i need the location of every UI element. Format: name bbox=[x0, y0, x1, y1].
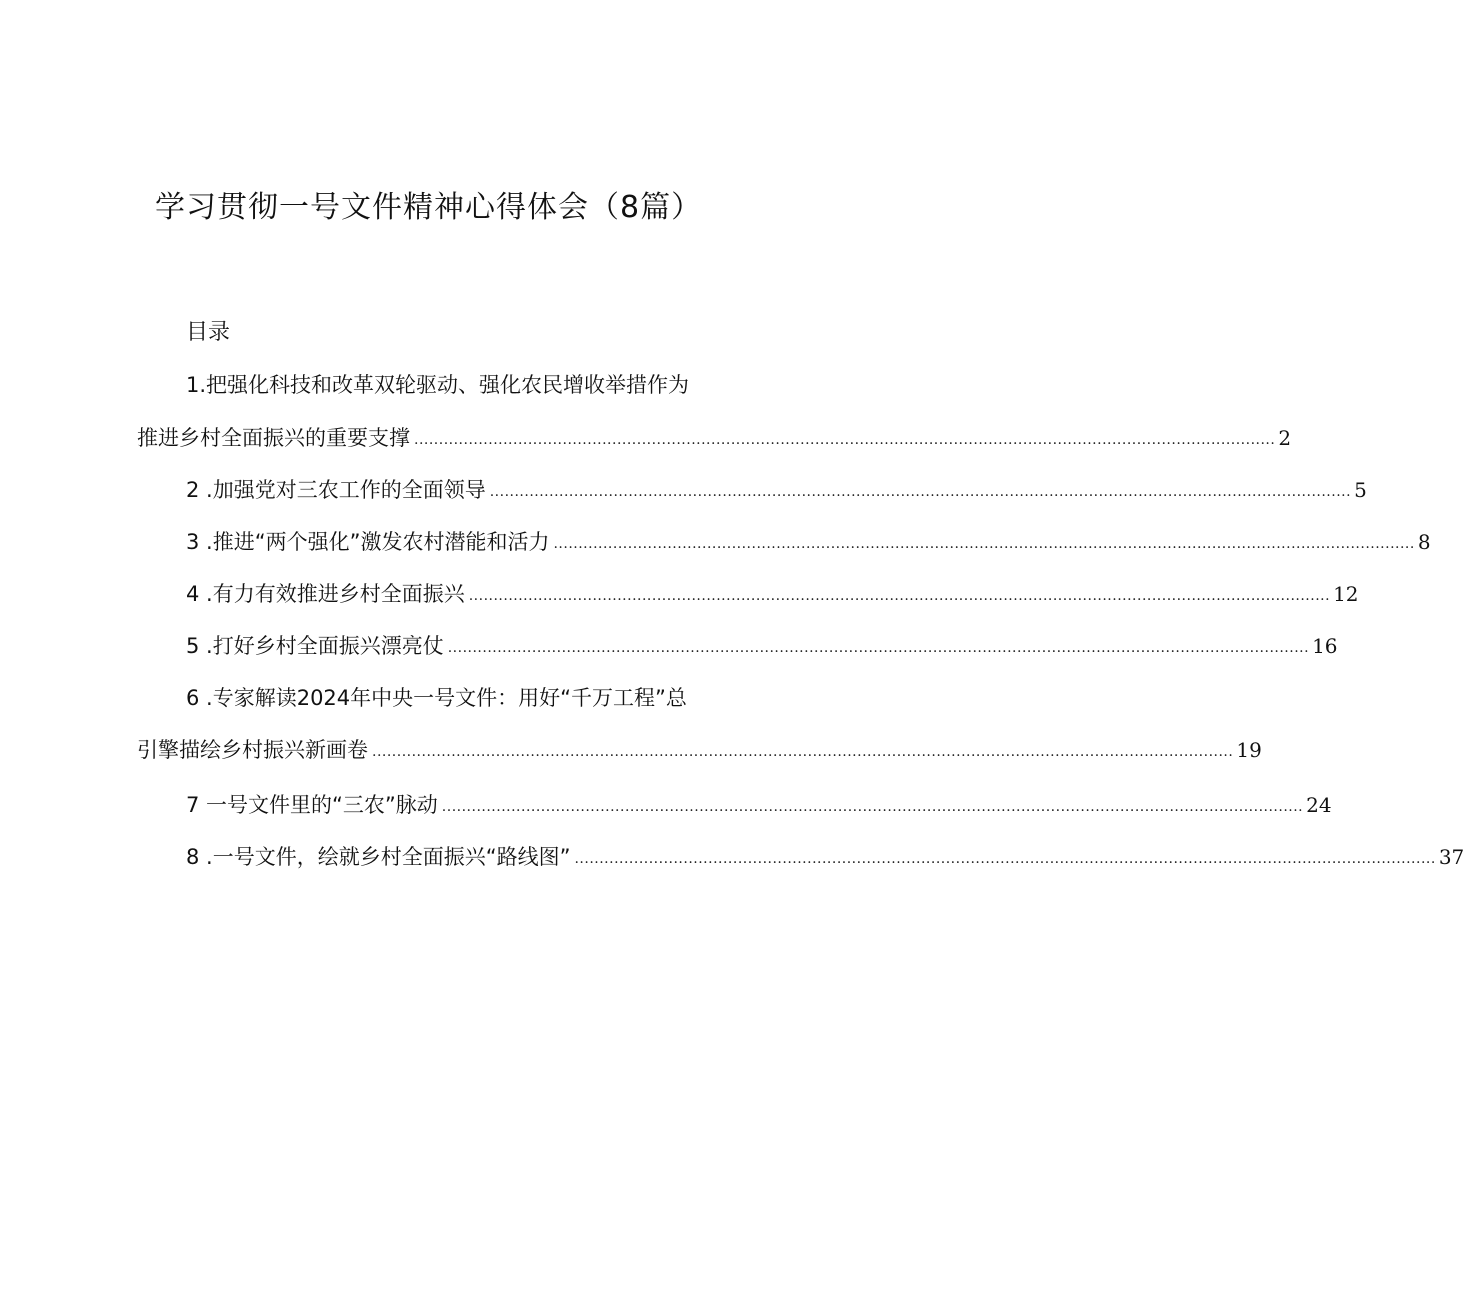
toc-entry-1-page[interactable]: 2 bbox=[1278, 426, 1292, 450]
toc-entry-6-leader: .............................................................................................................................................................................. bbox=[372, 744, 1234, 760]
toc-entry-5-leader: .............................................................................................................................................................................. bbox=[447, 640, 1310, 656]
toc-entry-5[interactable] bbox=[186, 631, 1338, 664]
toc-heading: 目录 bbox=[186, 320, 231, 345]
toc-entry-8-leader: .............................................................................................................................................................................. bbox=[574, 851, 1436, 867]
toc-entry-5-page[interactable]: 16 bbox=[1312, 634, 1338, 658]
toc-entry-5-text[interactable]: 5 .打好乡村全面振兴漂亮仗 bbox=[186, 634, 444, 658]
toc-entry-1[interactable] bbox=[137, 423, 1292, 456]
toc-entry-7-leader: .............................................................................................................................................................................. bbox=[441, 799, 1304, 815]
toc-entry-6-page[interactable]: 19 bbox=[1236, 738, 1262, 762]
toc-entry-1-first-line[interactable]: 1.把强化科技和改革双轮驱动、强化农民增收举措作为 bbox=[186, 373, 690, 397]
toc-entry-8-page[interactable]: 37 bbox=[1438, 845, 1464, 869]
toc-entry-7-text[interactable]: 7 一号文件里的“三农”脉动 bbox=[186, 793, 438, 817]
toc-entry-6-first-line[interactable]: 6 .专家解读2024年中央一号文件：用好“千万工程”总 bbox=[186, 686, 687, 710]
document-title: 学习贯彻一号文件精神心得体会（8篇） bbox=[155, 190, 703, 225]
toc-entry-2-leader: .............................................................................................................................................................................. bbox=[489, 484, 1352, 500]
toc-entry-1-leader: .............................................................................................................................................................................. bbox=[414, 432, 1276, 448]
toc-entry-4-leader: .............................................................................................................................................................................. bbox=[468, 588, 1331, 604]
toc-entry-2[interactable] bbox=[186, 475, 1367, 508]
toc-entry-7[interactable] bbox=[186, 790, 1332, 823]
toc-entry-8-text[interactable]: 8 .一号文件，绘就乡村全面振兴“路线图” bbox=[186, 845, 571, 869]
toc-entry-1-text[interactable]: 推进乡村全面振兴的重要支撑 bbox=[137, 426, 410, 450]
toc-entry-3[interactable] bbox=[186, 527, 1431, 560]
toc-entry-6[interactable] bbox=[137, 735, 1262, 768]
toc-entry-4-page[interactable]: 12 bbox=[1333, 582, 1359, 606]
toc-entry-3-page[interactable]: 8 bbox=[1417, 530, 1431, 554]
toc-entry-3-text[interactable]: 3 .推进“两个强化”激发农村潜能和活力 bbox=[186, 530, 550, 554]
toc-entry-7-page[interactable]: 24 bbox=[1306, 793, 1332, 817]
toc-entry-3-leader: .............................................................................................................................................................................. bbox=[553, 536, 1415, 552]
toc-entry-6-text[interactable]: 引擎描绘乡村振兴新画卷 bbox=[137, 738, 368, 762]
toc-entry-2-text[interactable]: 2 .加强党对三农工作的全面领导 bbox=[186, 478, 486, 502]
toc-entry-8[interactable] bbox=[186, 842, 1464, 875]
toc-entry-2-page[interactable]: 5 bbox=[1354, 478, 1367, 502]
toc-entry-4-text[interactable]: 4 .有力有效推进乡村全面振兴 bbox=[186, 582, 465, 606]
toc-entry-4[interactable] bbox=[186, 579, 1359, 612]
